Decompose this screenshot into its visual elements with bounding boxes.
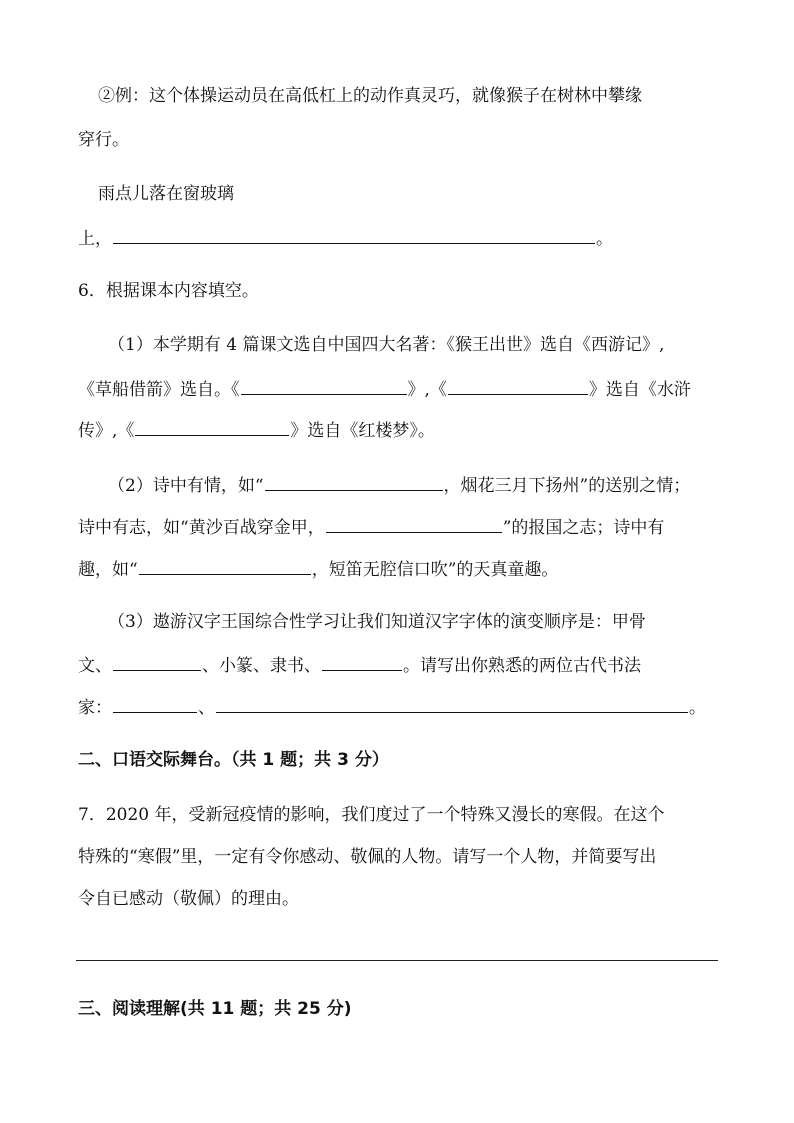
imitation-answer-blank[interactable] [113, 227, 595, 244]
section3-heading: 三、阅读理解(共 11 题；共 25 分) [78, 999, 352, 1019]
q6-blank-novel-3[interactable] [135, 419, 289, 436]
q6-part1-text-c: 》选自《水浒 [588, 380, 691, 400]
q6-part2-text-e: 趣，如“ [78, 560, 138, 580]
q6-part2-text-f: ，短笛无腔信口吹”的天真童趣。 [311, 560, 559, 580]
q6-part2-line2 [78, 516, 664, 536]
q6-part2-line3 [78, 558, 558, 578]
imitation-answer-line [78, 227, 613, 247]
q6-blank-poem-2[interactable] [326, 516, 502, 533]
q6-part3-text-c: 。请写出你熟悉的两位古代书法 [403, 656, 641, 676]
example-sentence-line2: 穿行。 [78, 130, 129, 150]
q6-part2-text-d: ”的报国之志；诗中有 [502, 518, 665, 538]
q6-part3-text-f: 。 [689, 698, 706, 718]
q6-part1-text-d: 传》,《 [78, 421, 135, 441]
q6-part2-text-c: 诗中有志，如“黄沙百战穿金甲， [78, 518, 325, 538]
q6-part3-text-e: 、 [198, 698, 215, 718]
q6-title: 6．根据课本内容填空。 [78, 281, 259, 301]
q6-part3-text-a: 文、 [78, 656, 112, 676]
q6-blank-calligrapher-2[interactable] [216, 696, 688, 713]
q6-part2-text-a: （2）诗中有情，如“ [108, 476, 264, 496]
q7-line1: 7．2020 年，受新冠疫情的影响，我们度过了一个特殊又漫长的寒假。在这个 [78, 805, 665, 825]
q6-blank-novel-2[interactable] [448, 378, 588, 395]
q6-part1-line1: （1）本学期有 4 篇课文选自中国四大名著：《猴王出世》选自《西游记》, [108, 335, 665, 355]
q6-blank-novel-1[interactable] [241, 378, 407, 395]
q6-blank-script-1[interactable] [113, 654, 201, 671]
q6-blank-poem-3[interactable] [139, 558, 311, 575]
q6-part3-text-b: 、小篆、隶书、 [202, 656, 321, 676]
imitation-prompt: 雨点儿落在窗玻璃 [98, 184, 234, 204]
q6-part2-line1 [108, 474, 690, 494]
q6-part3-line1: （3）遨游汉字王国综合性学习让我们知道汉字字体的演变顺序是：甲骨 [108, 612, 646, 632]
q6-part1-text-a: 《草船借箭》选自。《 [78, 380, 240, 400]
q6-blank-poem-1[interactable] [265, 474, 443, 491]
q6-part1-line3 [78, 419, 435, 439]
imitation-suffix: 。 [596, 229, 613, 249]
q6-blank-script-2[interactable] [322, 654, 402, 671]
answer-divider-line[interactable] [76, 960, 718, 961]
q6-part1-line2 [78, 378, 691, 398]
imitation-prefix: 上， [78, 229, 112, 249]
section2-heading: 二、口语交际舞台。（共 1 题；共 3 分） [78, 750, 389, 770]
q6-part2-text-b: ，烟花三月下扬州”的送别之情； [443, 476, 691, 496]
q6-blank-calligrapher-1[interactable] [113, 696, 197, 713]
q7-line3: 令自已感动（敬佩）的理由。 [78, 889, 299, 909]
example-sentence-line1: ②例：这个体操运动员在高低杠上的动作真灵巧，就像猴子在树林中攀缘 [98, 86, 642, 106]
q6-part3-line3 [78, 696, 706, 716]
q6-part1-text-e: 》选自《红楼梦》。 [290, 421, 435, 441]
q7-line2: 特殊的“寒假”里，一定有令你感动、敬佩的人物。请写一个人物，并简要写出 [78, 847, 657, 867]
q6-part1-text-b: 》,《 [407, 380, 447, 400]
q6-part3-line2 [78, 654, 641, 674]
q6-part3-text-d: 家： [78, 698, 112, 718]
